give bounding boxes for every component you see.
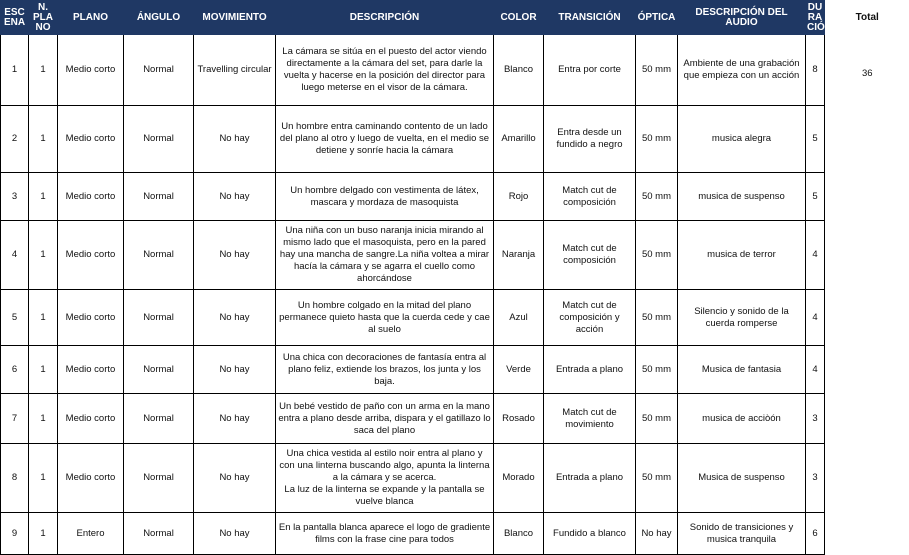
plano-number-cell: 1 — [29, 173, 58, 221]
duracion-cell: 5 — [806, 173, 825, 221]
plano-cell: Medio corto — [58, 444, 124, 513]
duracion-cell: 6 — [806, 513, 825, 555]
table-row — [1, 173, 909, 221]
header-duracion: DU RA CIÓ — [806, 1, 825, 35]
angulo-cell: Normal — [124, 513, 194, 555]
audio-cell: Musica de suspenso — [678, 444, 806, 513]
table-row — [1, 394, 909, 444]
header-optica: ÓPTICA — [636, 1, 678, 35]
duracion-cell: 4 — [806, 290, 825, 346]
descripcion-cell: Una niña con un buso naranja inicia mirando al mismo lado que el masoquista, pero en la pared hay una mancha de sangre.La niña voltea a mirar hacía la cámara y se agarra el cuello como ahorcándose — [276, 221, 494, 290]
escena-cell: 2 — [1, 106, 29, 173]
header-row — [1, 1, 909, 35]
descripcion-cell: Un hombre entra caminando contento de un lado del plano al otro y luego de vuelta, en el medio se detiene y sonríe hacia la cámara — [276, 106, 494, 173]
color-cell: Blanco — [494, 513, 544, 555]
table-row — [1, 221, 909, 290]
transicion-cell: Match cut de composición — [544, 173, 636, 221]
plano-number-cell: 1 — [29, 444, 58, 513]
escena-cell: 8 — [1, 444, 29, 513]
color-cell: Azul — [494, 290, 544, 346]
optica-cell: 50 mm — [636, 106, 678, 173]
transicion-cell: Match cut de composición — [544, 221, 636, 290]
header-color: COLOR — [494, 1, 544, 35]
duracion-cell: 5 — [806, 106, 825, 173]
plano-cell: Medio corto — [58, 106, 124, 173]
descripcion-cell: En la pantalla blanca aparece el logo de gradiente films con la frase cine para todos — [276, 513, 494, 555]
plano-number-cell: 1 — [29, 290, 58, 346]
audio-cell: Ambiente de una grabación que empieza con un acción — [678, 35, 806, 106]
angulo-cell: Normal — [124, 173, 194, 221]
header-movimiento: MOVIMIENTO — [194, 1, 276, 35]
table-row — [1, 444, 909, 513]
header-audio: DESCRIPCIÓN DEL AUDIO — [678, 1, 806, 35]
movimiento-cell: No hay — [194, 513, 276, 555]
duracion-cell: 8 — [806, 35, 825, 106]
optica-cell: No hay — [636, 513, 678, 555]
optica-cell: 50 mm — [636, 221, 678, 290]
header-transicion: TRANSICIÓN — [544, 1, 636, 35]
table-row — [1, 106, 909, 173]
movimiento-cell: No hay — [194, 106, 276, 173]
descripcion-cell: Una chica vestida al estilo noir entra al plano y con una linterna buscando algo, apunta la linterna a la cámara y se acerca. La luz de la linterna se expande y la pantalla se vuelve blanca — [276, 444, 494, 513]
plano-number-cell: 1 — [29, 346, 58, 394]
optica-cell: 50 mm — [636, 444, 678, 513]
duracion-cell: 3 — [806, 444, 825, 513]
angulo-cell: Normal — [124, 444, 194, 513]
table-row — [1, 35, 909, 106]
optica-cell: 50 mm — [636, 290, 678, 346]
movimiento-cell: Travelling circular — [194, 35, 276, 106]
audio-cell: musica alegra — [678, 106, 806, 173]
total-value: 36 — [825, 35, 909, 555]
descripcion-cell: Un bebé vestido de paño con un arma en la mano entra a plano desde arriba, dispara y el gatillazo lo saca del plano — [276, 394, 494, 444]
color-cell: Morado — [494, 444, 544, 513]
color-cell: Rosado — [494, 394, 544, 444]
header-descripcion: DESCRIPCIÓN — [276, 1, 494, 35]
escena-cell: 7 — [1, 394, 29, 444]
movimiento-cell: No hay — [194, 346, 276, 394]
movimiento-cell: No hay — [194, 173, 276, 221]
plano-number-cell: 1 — [29, 394, 58, 444]
descripcion-cell: Un hombre colgado en la mitad del plano permanece quieto hasta que la cuerda cede y cae al suelo — [276, 290, 494, 346]
color-cell: Blanco — [494, 35, 544, 106]
audio-cell: musica de acciòón — [678, 394, 806, 444]
angulo-cell: Normal — [124, 221, 194, 290]
descripcion-cell: Un hombre delgado con vestimenta de látex, mascara y mordaza de masoquista — [276, 173, 494, 221]
header-escena: ESC ENA — [1, 1, 29, 35]
duracion-cell: 4 — [806, 346, 825, 394]
audio-cell: musica de terror — [678, 221, 806, 290]
descripcion-cell: Una chica con decoraciones de fantasía entra al plano feliz, extiende los brazos, los junta y los baja. — [276, 346, 494, 394]
angulo-cell: Normal — [124, 394, 194, 444]
movimiento-cell: No hay — [194, 290, 276, 346]
audio-cell: Sonido de transiciones y musica tranquila — [678, 513, 806, 555]
color-cell: Naranja — [494, 221, 544, 290]
color-cell: Rojo — [494, 173, 544, 221]
optica-cell: 50 mm — [636, 346, 678, 394]
color-cell: Amarillo — [494, 106, 544, 173]
plano-cell: Medio corto — [58, 290, 124, 346]
plano-cell: Medio corto — [58, 35, 124, 106]
plano-number-cell: 1 — [29, 106, 58, 173]
transicion-cell: Entrada a plano — [544, 346, 636, 394]
transicion-cell: Match cut de movimiento — [544, 394, 636, 444]
escena-cell: 6 — [1, 346, 29, 394]
optica-cell: 50 mm — [636, 394, 678, 444]
optica-cell: 50 mm — [636, 173, 678, 221]
audio-cell: Silencio y sonido de la cuerda romperse — [678, 290, 806, 346]
angulo-cell: Normal — [124, 346, 194, 394]
transicion-cell: Entra desde un fundido a negro — [544, 106, 636, 173]
plano-cell: Medio corto — [58, 173, 124, 221]
transicion-cell: Entrada a plano — [544, 444, 636, 513]
plano-number-cell: 1 — [29, 513, 58, 555]
escena-cell: 5 — [1, 290, 29, 346]
escena-cell: 9 — [1, 513, 29, 555]
transicion-cell: Entra por corte — [544, 35, 636, 106]
transicion-cell: Match cut de composición y acción — [544, 290, 636, 346]
escena-cell: 3 — [1, 173, 29, 221]
header-angulo: ÁNGULO — [124, 1, 194, 35]
angulo-cell: Normal — [124, 106, 194, 173]
escena-cell: 1 — [1, 35, 29, 106]
duracion-cell: 3 — [806, 394, 825, 444]
angulo-cell: Normal — [124, 290, 194, 346]
plano-cell: Entero — [58, 513, 124, 555]
descripcion-cell: La cámara se sitúa en el puesto del actor viendo directamente a la cámara del set, para darle la vuelta y hacerse en la posición del director para luego meterse en el visor de la cámara. — [276, 35, 494, 106]
plano-cell: Medio corto — [58, 346, 124, 394]
movimiento-cell: No hay — [194, 394, 276, 444]
movimiento-cell: No hay — [194, 444, 276, 513]
optica-cell: 50 mm — [636, 35, 678, 106]
table-row — [1, 346, 909, 394]
table-row — [1, 513, 909, 555]
audio-cell: Musica de fantasia — [678, 346, 806, 394]
header-total: Total — [825, 1, 909, 35]
plano-number-cell: 1 — [29, 221, 58, 290]
transicion-cell: Fundido a blanco — [544, 513, 636, 555]
color-cell: Verde — [494, 346, 544, 394]
plano-cell: Medio corto — [58, 221, 124, 290]
angulo-cell: Normal — [124, 35, 194, 106]
table-row — [1, 290, 909, 346]
header-plano: PLANO — [58, 1, 124, 35]
movimiento-cell: No hay — [194, 221, 276, 290]
plano-cell: Medio corto — [58, 394, 124, 444]
header-plano-number: N. PLA NO — [29, 1, 58, 35]
escena-cell: 4 — [1, 221, 29, 290]
duracion-cell: 4 — [806, 221, 825, 290]
plano-number-cell: 1 — [29, 35, 58, 106]
audio-cell: musica de suspenso — [678, 173, 806, 221]
